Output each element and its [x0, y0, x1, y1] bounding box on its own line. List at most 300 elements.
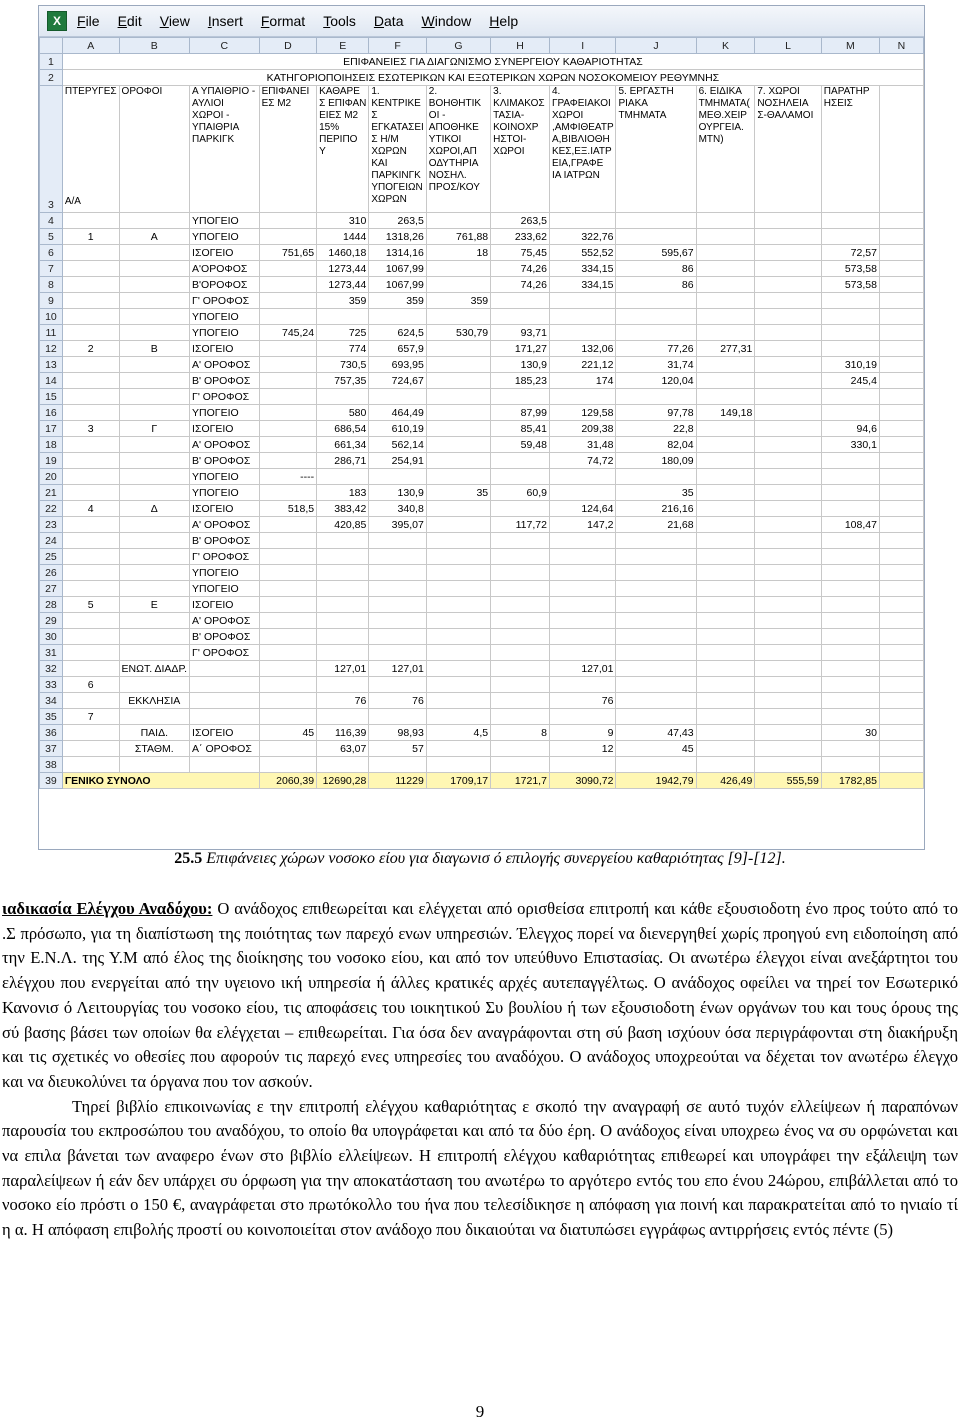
cell-n[interactable] [879, 373, 923, 389]
cell-l[interactable] [755, 661, 821, 677]
grand-total-m[interactable]: 1782,85 [821, 773, 879, 789]
cell-i[interactable]: 31,48 [549, 437, 616, 453]
cell-e[interactable] [317, 533, 369, 549]
cell-a[interactable] [62, 437, 119, 453]
cell-b[interactable] [119, 293, 189, 309]
cell-n[interactable] [879, 213, 923, 229]
cell-n[interactable] [879, 229, 923, 245]
grand-total-e[interactable]: 12690,28 [317, 773, 369, 789]
cell-h[interactable] [491, 565, 550, 581]
cell-c[interactable]: Α' ΟΡΟΦΟΣ [190, 437, 260, 453]
cell-c[interactable]: Γ' ΟΡΟΦΟΣ [190, 645, 260, 661]
grand-total-h[interactable]: 1721,7 [491, 773, 550, 789]
cell-l[interactable] [755, 405, 821, 421]
cell-j[interactable] [616, 597, 696, 613]
cell-m[interactable]: 94,6 [821, 421, 879, 437]
cell-n[interactable] [879, 245, 923, 261]
cell-l[interactable] [755, 597, 821, 613]
cell-k[interactable] [696, 293, 755, 309]
cell-j[interactable]: 86 [616, 261, 696, 277]
cell-l[interactable] [755, 213, 821, 229]
cell-i[interactable] [549, 645, 616, 661]
cell-k[interactable] [696, 741, 755, 757]
header-cat-5[interactable]: 5. ΕΡΓΑΣΤΗ ΡΙΑΚΑ ΤΜΗΜΑΤΑ [616, 86, 696, 213]
cell-f[interactable] [369, 565, 426, 581]
cell-e[interactable] [317, 629, 369, 645]
cell-k[interactable] [696, 757, 755, 773]
cell-f[interactable]: 562,14 [369, 437, 426, 453]
row-header[interactable]: 20 [40, 469, 63, 485]
column-header[interactable]: B [119, 38, 189, 54]
cell-h[interactable]: 60,9 [491, 485, 550, 501]
cell-f[interactable] [369, 581, 426, 597]
cell-e[interactable]: 420,85 [317, 517, 369, 533]
cell-i[interactable] [549, 709, 616, 725]
cell-f[interactable]: 693,95 [369, 357, 426, 373]
cell-h[interactable]: 263,5 [491, 213, 550, 229]
cell-c[interactable]: Α'ΟΡΟΦΟΣ [190, 261, 260, 277]
cell-g[interactable] [426, 741, 490, 757]
cell-b[interactable] [119, 437, 189, 453]
cell-l[interactable] [755, 309, 821, 325]
cell-b[interactable] [119, 613, 189, 629]
cell-b[interactable] [119, 245, 189, 261]
cell-g[interactable]: 18 [426, 245, 490, 261]
cell-j[interactable] [616, 293, 696, 309]
cell-g[interactable] [426, 469, 490, 485]
cell-b[interactable]: Α [119, 229, 189, 245]
cell-j[interactable]: 47,43 [616, 725, 696, 741]
cell-e[interactable] [317, 309, 369, 325]
cell-l[interactable] [755, 421, 821, 437]
cell-h[interactable] [491, 757, 550, 773]
cell-i[interactable] [549, 549, 616, 565]
cell-f[interactable]: 340,8 [369, 501, 426, 517]
cell-h[interactable] [491, 453, 550, 469]
select-all-corner[interactable] [40, 38, 63, 54]
menu-tools[interactable]: Tools [323, 13, 356, 29]
cell-i[interactable]: 221,12 [549, 357, 616, 373]
row-header[interactable]: 22 [40, 501, 63, 517]
cell-k[interactable] [696, 693, 755, 709]
cell-c[interactable]: ΥΠΟΓΕΙΟ [190, 309, 260, 325]
cell-b[interactable]: ΠΑΙΔ. [119, 725, 189, 741]
header-wings[interactable] [62, 86, 119, 213]
cell-g[interactable] [426, 597, 490, 613]
column-header[interactable]: I [549, 38, 616, 54]
cell-m[interactable] [821, 565, 879, 581]
cell-l[interactable] [755, 517, 821, 533]
cell-j[interactable]: 120,04 [616, 373, 696, 389]
cell-j[interactable] [616, 613, 696, 629]
row-header[interactable]: 6 [40, 245, 63, 261]
cell-m[interactable] [821, 629, 879, 645]
excel-app-icon[interactable]: X [47, 11, 67, 31]
cell-h[interactable] [491, 581, 550, 597]
cell-j[interactable]: 216,16 [616, 501, 696, 517]
cell-n[interactable] [879, 709, 923, 725]
cell-m[interactable]: 245,4 [821, 373, 879, 389]
row-header[interactable]: 21 [40, 485, 63, 501]
cell-i[interactable] [549, 581, 616, 597]
cell-d[interactable]: ---- [259, 469, 317, 485]
cell-b[interactable] [119, 453, 189, 469]
cell-c[interactable]: ΥΠΟΓΕΙΟ [190, 405, 260, 421]
menu-view[interactable]: View [159, 13, 190, 29]
cell-k[interactable] [696, 261, 755, 277]
cell-j[interactable] [616, 645, 696, 661]
cell-g[interactable] [426, 453, 490, 469]
cell-g[interactable] [426, 309, 490, 325]
cell-d[interactable] [259, 421, 317, 437]
menu-format[interactable]: Format [260, 13, 306, 29]
cell-h[interactable]: 93,71 [491, 325, 550, 341]
cell-c[interactable]: Γ' ΟΡΟΦΟΣ [190, 293, 260, 309]
cell-i[interactable] [549, 309, 616, 325]
cell-g[interactable] [426, 565, 490, 581]
cell-b[interactable]: ΕΝΩΤ. ΔΙΑΔΡ. [119, 661, 189, 677]
cell-k[interactable]: 277,31 [696, 341, 755, 357]
cell-m[interactable]: 30 [821, 725, 879, 741]
cell-d[interactable]: 45 [259, 725, 317, 741]
cell-i[interactable]: 12 [549, 741, 616, 757]
cell-j[interactable] [616, 213, 696, 229]
cell-k[interactable] [696, 613, 755, 629]
column-header[interactable]: N [879, 38, 923, 54]
cell-g[interactable] [426, 341, 490, 357]
cell-c[interactable]: Α' ΟΡΟΦΟΣ [190, 517, 260, 533]
cell-l[interactable] [755, 677, 821, 693]
cell-g[interactable]: 359 [426, 293, 490, 309]
cell-k[interactable] [696, 629, 755, 645]
cell-f[interactable]: 1067,99 [369, 261, 426, 277]
header-cat-7[interactable]: 7. ΧΩΡΟΙ ΝΟΣΗΛΕΙΑ Σ-ΘΑΛΑΜΟΙ [755, 86, 821, 213]
cell-n[interactable] [879, 501, 923, 517]
cell-n[interactable] [879, 485, 923, 501]
cell-m[interactable] [821, 709, 879, 725]
cell-d[interactable] [259, 293, 317, 309]
cell-h[interactable]: 117,72 [491, 517, 550, 533]
row-header[interactable]: 7 [40, 261, 63, 277]
cell-d[interactable] [259, 437, 317, 453]
cell-j[interactable]: 86 [616, 277, 696, 293]
menu-insert[interactable]: Insert [207, 13, 243, 29]
cell-c[interactable]: ΙΣΟΓΕΙΟ [190, 245, 260, 261]
cell-a[interactable]: 2 [62, 341, 119, 357]
cell-j[interactable]: 22,8 [616, 421, 696, 437]
cell-a[interactable] [62, 613, 119, 629]
cell-d[interactable] [259, 581, 317, 597]
row-header[interactable]: 36 [40, 725, 63, 741]
row-header[interactable]: 39 [40, 773, 63, 789]
cell-b[interactable] [119, 581, 189, 597]
row-header[interactable]: 1 [40, 54, 63, 70]
cell-m[interactable] [821, 677, 879, 693]
cell-l[interactable] [755, 229, 821, 245]
cell-d[interactable] [259, 373, 317, 389]
cell-g[interactable] [426, 629, 490, 645]
cell-n[interactable] [879, 533, 923, 549]
grand-total-d[interactable]: 2060,39 [259, 773, 317, 789]
cell-d[interactable] [259, 405, 317, 421]
cell-j[interactable] [616, 629, 696, 645]
header-cat-3[interactable]: 3. ΚΛΙΜΑΚΟΣ ΤΑΣΙΑ- ΚΟΙΝΟΧΡ ΗΣΤΟΙ- ΧΩΡΟΙ [491, 86, 550, 213]
cell-j[interactable] [616, 565, 696, 581]
cell-f[interactable]: 1067,99 [369, 277, 426, 293]
cell-b[interactable] [119, 325, 189, 341]
cell-e[interactable] [317, 389, 369, 405]
cell-d[interactable] [259, 533, 317, 549]
cell-a[interactable] [62, 309, 119, 325]
cell-l[interactable] [755, 293, 821, 309]
cell-m[interactable] [821, 533, 879, 549]
row-header[interactable]: 27 [40, 581, 63, 597]
cell-i[interactable] [549, 629, 616, 645]
cell-c[interactable] [190, 757, 260, 773]
cell-a[interactable] [62, 661, 119, 677]
cell-e[interactable]: 730,5 [317, 357, 369, 373]
cell-j[interactable]: 21,68 [616, 517, 696, 533]
row-header[interactable]: 38 [40, 757, 63, 773]
cell-i[interactable]: 124,64 [549, 501, 616, 517]
cell-i[interactable] [549, 757, 616, 773]
cell-c[interactable]: Α' ΟΡΟΦΟΣ [190, 613, 260, 629]
cell-b[interactable] [119, 261, 189, 277]
grand-total-f[interactable]: 11229 [369, 773, 426, 789]
cell-h[interactable] [491, 677, 550, 693]
column-header[interactable]: C [190, 38, 260, 54]
cell-a[interactable]: 7 [62, 709, 119, 725]
cell-m[interactable]: 108,47 [821, 517, 879, 533]
cell-e[interactable]: 383,42 [317, 501, 369, 517]
cell-h[interactable]: 185,23 [491, 373, 550, 389]
column-header[interactable]: K [696, 38, 755, 54]
cell-d[interactable] [259, 757, 317, 773]
cell-m[interactable] [821, 453, 879, 469]
cell-a[interactable] [62, 261, 119, 277]
cell-h[interactable] [491, 613, 550, 629]
cell-h[interactable]: 74,26 [491, 277, 550, 293]
cell-g[interactable] [426, 549, 490, 565]
cell-d[interactable] [259, 645, 317, 661]
cell-j[interactable] [616, 677, 696, 693]
cell-b[interactable]: ΕΚΚΛΗΣΙΑ [119, 693, 189, 709]
row-header[interactable]: 9 [40, 293, 63, 309]
cell-j[interactable]: 45 [616, 741, 696, 757]
cell-g[interactable] [426, 757, 490, 773]
cell-f[interactable]: 1318,26 [369, 229, 426, 245]
cell-e[interactable]: 757,35 [317, 373, 369, 389]
cell-l[interactable] [755, 453, 821, 469]
cell-k[interactable] [696, 469, 755, 485]
cell-i[interactable] [549, 469, 616, 485]
cell-k[interactable] [696, 501, 755, 517]
cell-e[interactable]: 76 [317, 693, 369, 709]
cell-b[interactable]: Δ [119, 501, 189, 517]
cell-k[interactable] [696, 549, 755, 565]
row-header[interactable]: 24 [40, 533, 63, 549]
header-areas[interactable]: ΕΠΙΦΑΝΕΙ ΕΣ Μ2 [259, 86, 317, 213]
cell-m[interactable] [821, 389, 879, 405]
cell-g[interactable]: 35 [426, 485, 490, 501]
cell-d[interactable] [259, 629, 317, 645]
cell-m[interactable]: 330,1 [821, 437, 879, 453]
cell-h[interactable] [491, 693, 550, 709]
cell-j[interactable]: 180,09 [616, 453, 696, 469]
cell-b[interactable]: Γ [119, 421, 189, 437]
cell-b[interactable] [119, 405, 189, 421]
cell-d[interactable] [259, 741, 317, 757]
cell-l[interactable] [755, 725, 821, 741]
cell-k[interactable] [696, 677, 755, 693]
cell-k[interactable] [696, 485, 755, 501]
cell-i[interactable] [549, 597, 616, 613]
cell-i[interactable] [549, 293, 616, 309]
cell-e[interactable]: 686,54 [317, 421, 369, 437]
cell-e[interactable] [317, 645, 369, 661]
cell-f[interactable] [369, 549, 426, 565]
cell-k[interactable] [696, 213, 755, 229]
cell-m[interactable] [821, 213, 879, 229]
cell-a[interactable] [62, 405, 119, 421]
cell-e[interactable] [317, 613, 369, 629]
cell-k[interactable] [696, 373, 755, 389]
cell-c[interactable] [190, 693, 260, 709]
cell-i[interactable]: 552,52 [549, 245, 616, 261]
cell-c[interactable]: Γ' ΟΡΟΦΟΣ [190, 389, 260, 405]
cell-a[interactable]: 6 [62, 677, 119, 693]
cell-i[interactable]: 74,72 [549, 453, 616, 469]
row-header[interactable]: 3 [40, 86, 63, 213]
cell-a[interactable] [62, 517, 119, 533]
cell-c[interactable] [190, 709, 260, 725]
cell-f[interactable]: 657,9 [369, 341, 426, 357]
cell-f[interactable]: 624,5 [369, 325, 426, 341]
grand-total-g[interactable]: 1709,17 [426, 773, 490, 789]
row-header[interactable]: 11 [40, 325, 63, 341]
cell-f[interactable] [369, 389, 426, 405]
cell-n[interactable] [879, 277, 923, 293]
cell-a[interactable] [62, 757, 119, 773]
cell-e[interactable]: 116,39 [317, 725, 369, 741]
cell-m[interactable] [821, 405, 879, 421]
cell-k[interactable] [696, 309, 755, 325]
cell-d[interactable] [259, 517, 317, 533]
cell-d[interactable] [259, 213, 317, 229]
cell-c[interactable]: ΥΠΟΓΕΙΟ [190, 485, 260, 501]
cell-a[interactable] [62, 565, 119, 581]
cell-j[interactable] [616, 325, 696, 341]
cell-d[interactable] [259, 661, 317, 677]
cell-c[interactable]: Β' ΟΡΟΦΟΣ [190, 629, 260, 645]
cell-e[interactable]: 1273,44 [317, 261, 369, 277]
cell-k[interactable]: 149,18 [696, 405, 755, 421]
cell-n[interactable] [879, 645, 923, 661]
menu-file[interactable]: File [77, 13, 100, 29]
sheet-title-2[interactable]: ΚΑΤΗΓΟΡΙΟΠΟΙΗΣΕΙΣ ΕΣΩΤΕΡΙΚΩΝ ΚΑΙ ΕΞΩΤΕΡΙΚΩΝ ΧΩΡΩΝ ΝΟΣΟΚΟΜΕΙΟΥ ΡΕΘΥΜΝΗΣ [62, 70, 923, 86]
cell-c[interactable]: Γ' ΟΡΟΦΟΣ [190, 549, 260, 565]
cell-h[interactable] [491, 645, 550, 661]
cell-d[interactable] [259, 389, 317, 405]
cell-k[interactable] [696, 453, 755, 469]
cell-d[interactable]: 745,24 [259, 325, 317, 341]
cell-g[interactable] [426, 437, 490, 453]
cell-n[interactable] [879, 453, 923, 469]
cell-d[interactable] [259, 677, 317, 693]
cell-k[interactable] [696, 517, 755, 533]
row-header[interactable]: 37 [40, 741, 63, 757]
cell-a[interactable] [62, 245, 119, 261]
cell-m[interactable] [821, 293, 879, 309]
cell-e[interactable]: 63,07 [317, 741, 369, 757]
cell-c[interactable]: ΙΣΟΓΕΙΟ [190, 421, 260, 437]
cell-k[interactable] [696, 565, 755, 581]
cell-m[interactable] [821, 501, 879, 517]
row-header[interactable]: 35 [40, 709, 63, 725]
cell-j[interactable] [616, 757, 696, 773]
cell-n[interactable] [879, 469, 923, 485]
cell-j[interactable] [616, 229, 696, 245]
cell-l[interactable] [755, 389, 821, 405]
grand-total-i[interactable]: 3090,72 [549, 773, 616, 789]
cell-f[interactable]: 130,9 [369, 485, 426, 501]
row-header[interactable]: 2 [40, 70, 63, 86]
cell-i[interactable]: 9 [549, 725, 616, 741]
cell-f[interactable]: 464,49 [369, 405, 426, 421]
cell-e[interactable]: 286,71 [317, 453, 369, 469]
cell-a[interactable]: 4 [62, 501, 119, 517]
cell-k[interactable] [696, 229, 755, 245]
cell-j[interactable] [616, 309, 696, 325]
cell-m[interactable]: 573,58 [821, 261, 879, 277]
cell-b[interactable] [119, 709, 189, 725]
row-header[interactable]: 23 [40, 517, 63, 533]
cell-n[interactable] [879, 421, 923, 437]
row-header[interactable]: 31 [40, 645, 63, 661]
cell-a[interactable] [62, 533, 119, 549]
cell-e[interactable]: 725 [317, 325, 369, 341]
cell-e[interactable]: 1444 [317, 229, 369, 245]
cell-l[interactable] [755, 357, 821, 373]
cell-n[interactable] [879, 325, 923, 341]
column-header[interactable]: A [62, 38, 119, 54]
cell-a[interactable] [62, 357, 119, 373]
cell-h[interactable] [491, 661, 550, 677]
grand-total-l[interactable]: 555,59 [755, 773, 821, 789]
cell-k[interactable] [696, 581, 755, 597]
cell-d[interactable] [259, 357, 317, 373]
cell-h[interactable] [491, 501, 550, 517]
cell-c[interactable]: Α΄ ΟΡΟΦΟΣ [190, 741, 260, 757]
cell-a[interactable] [62, 725, 119, 741]
cell-c[interactable]: ΥΠΟΓΕΙΟ [190, 581, 260, 597]
cell-l[interactable] [755, 437, 821, 453]
cell-h[interactable] [491, 741, 550, 757]
cell-l[interactable] [755, 341, 821, 357]
cell-n[interactable] [879, 405, 923, 421]
cell-m[interactable]: 310,19 [821, 357, 879, 373]
header-floors[interactable]: ΟΡΟΦΟΙ [119, 86, 189, 213]
cell-g[interactable] [426, 405, 490, 421]
cell-n[interactable] [879, 661, 923, 677]
cell-g[interactable]: 761,88 [426, 229, 490, 245]
cell-c[interactable]: Β'ΟΡΟΦΟΣ [190, 277, 260, 293]
cell-d[interactable] [259, 261, 317, 277]
row-header[interactable]: 34 [40, 693, 63, 709]
cell-d[interactable] [259, 309, 317, 325]
cell-b[interactable] [119, 549, 189, 565]
cell-m[interactable] [821, 645, 879, 661]
